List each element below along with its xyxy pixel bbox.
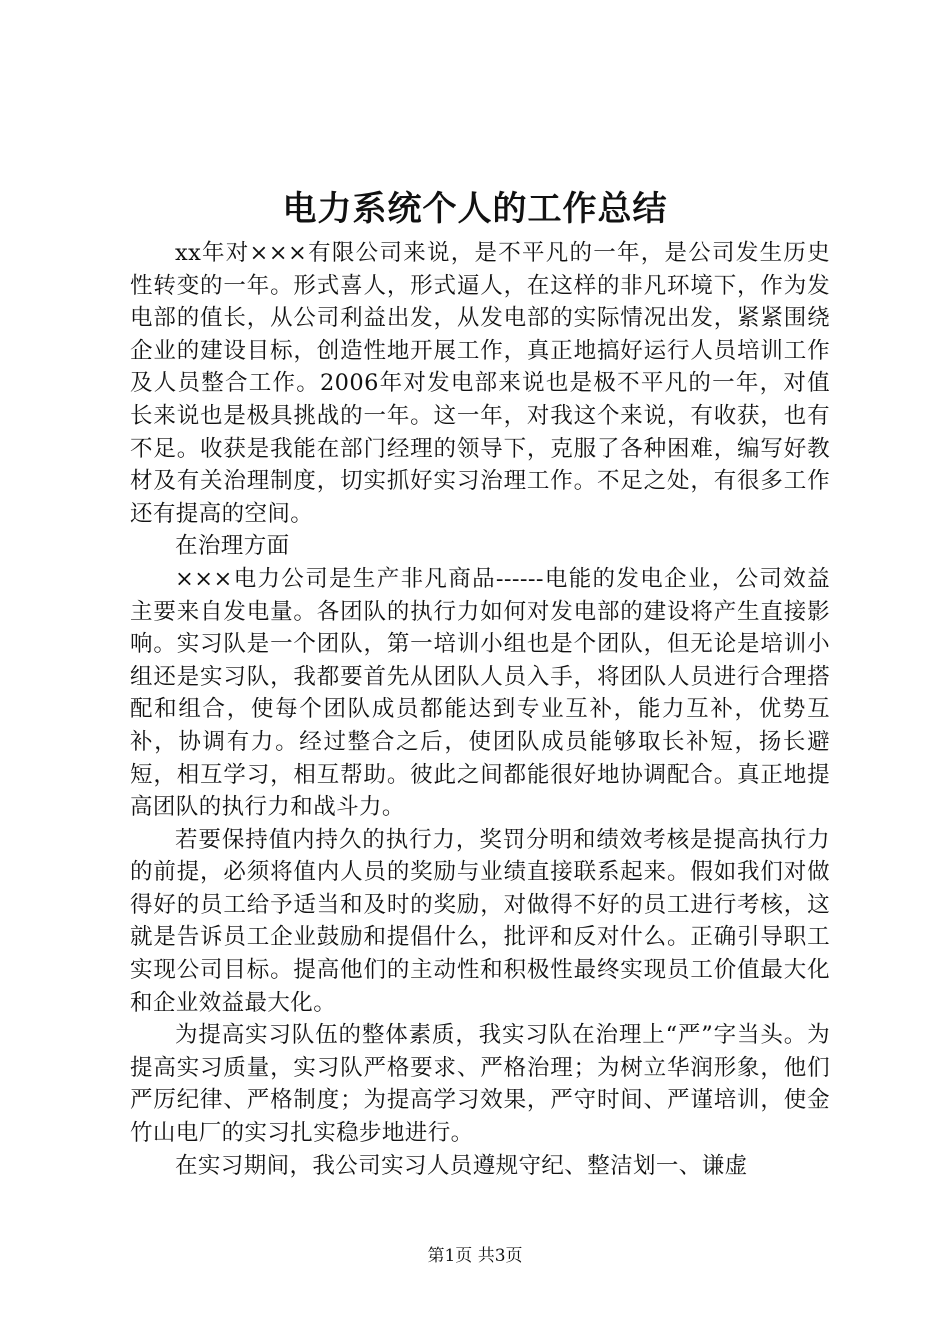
document-body xyxy=(130,237,830,1182)
paragraph: ×××电力公司是生产非凡商品------电能的发电企业，公司效益主要来自发电量。各团队的执行力如何对发电部的建设将产生直接影响。实习队是一个团队，第一培训小组也是个团队，但无论是培训小组还是实习队，我都要首先从团队人员入手，将团队人员进行合理搭配和组合，使每个团队成员都能达到专业互补，能力互补，优势互补，协调有力。经过整合之后，使团队成员能够取长补短，扬长避短，相互学习，相互帮助。彼此之间都能很好地协调配合。真正地提高团队的执行力和战斗力。 xyxy=(130,565,830,821)
paragraph: 在实习期间，我公司实习人员遵规守纪、整洁划一、谦虚 xyxy=(175,1152,748,1179)
paragraph: 为提高实习队伍的整体素质，我实习队在治理上“严”字当头。为提高实习质量，实习队严格要求、严格治理；为树立华润形象，他们严厉纪律、严格制度；为提高学习效果，严守时间、严谨培训，使金竹山电厂的实习扎实稳步地进行。 xyxy=(130,1022,830,1147)
page-footer: 第1页 共3页 xyxy=(427,1246,523,1266)
document-title: 电力系统个人的工作总结 xyxy=(282,189,668,229)
paragraph: xx年对×××有限公司来说，是不平凡的一年，是公司发生历史性转变的一年。形式喜人，形式逼人，在这样的非凡环境下，作为发电部的值长，从公司利益出发，从发电部的实际情况出发，紧紧围绕企业的建设目标，创造性地开展工作，真正地搞好运行人员培训工作及人员整合工作。2006年对发电部来说也是极不平凡的一年，对值长来说也是极具挑战的一年。这一年，对我这个来说，有收获，也有不足。收获是我能在部门经理的领导下，克服了各种困难，编写好教材及有关治理制度，切实抓好实习治理工作。不足之处，有很多工作还有提高的空间。 xyxy=(130,240,830,527)
paragraph: 若要保持值内持久的执行力，奖罚分明和绩效考核是提高执行力的前提，必须将值内人员的奖励与业绩直接联系起来。假如我们对做得好的员工给予适当和及时的奖励，对做得不好的员工进行考核，这就是告诉员工企业鼓励和提倡什么，批评和反对什么。正确引导职工实现公司目标。提高他们的主动性和积极性最终实现员工价值最大化和企业效益最大化。 xyxy=(130,826,830,1016)
section-heading: 在治理方面 xyxy=(175,533,290,560)
